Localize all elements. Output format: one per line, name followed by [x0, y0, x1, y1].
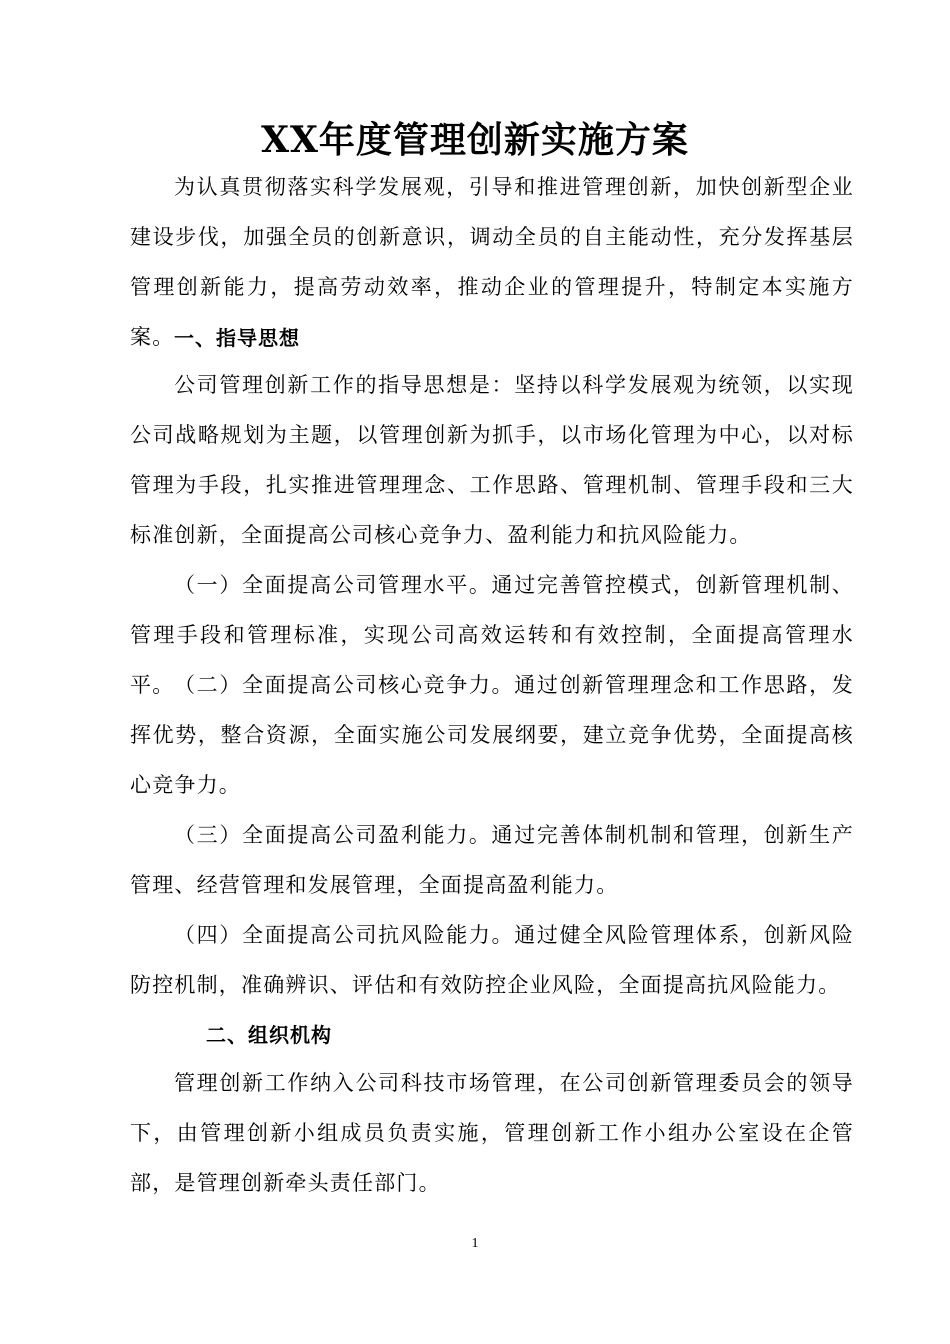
list-item: （四）全面提高公司抗风险能力。通过健全风险管理体系，创新风险防控机制，准确辨识、评估和有效防控企业风险，全面提高抗风险能力。 — [130, 923, 854, 997]
section-heading-organization: 二、组织机构 — [206, 1023, 332, 1047]
intro-paragraph: 为认真贯彻落实科学发展观，引导和推进管理创新，加快创新型企业建设步伐，加强全员的创新意识，调动全员的自主能动性，充分发挥基层管理创新能力，提高劳动效率，推动企业的管理提升，特制定本实施方案。 — [130, 175, 854, 349]
organization-paragraph: 管理创新工作纳入公司科技市场管理，在公司创新管理委员会的领导下，由管理创新小组成员负责实施，管理创新工作小组办公室设在企管部，是管理创新牵头责任部门。 — [130, 1071, 854, 1195]
guiding-ideology-paragraph: 公司管理创新工作的指导思想是：坚持以科学发展观为统领，以实现公司战略规划为主题，以管理创新为抓手，以市场化管理为中心，以对标管理为手段，扎实推进管理理念、工作思路、管理机制、管理手段和三大标准创新，全面提高公司核心竞争力、盈利能力和抗风险能力。 — [130, 373, 854, 547]
list-item: （一）全面提高公司管理水平。通过完善管控模式，创新管理机制、管理手段和管理标准，实现公司高效运转和有效控制，全面提高管理水平。 — [130, 573, 854, 697]
section-heading-guiding-ideology: 一、指导思想 — [174, 326, 300, 350]
page-number: 1 — [471, 1236, 479, 1251]
list-item: （三）全面提高公司盈利能力。通过完善体制机制和管理，创新生产管理、经营管理和发展管理，全面提高盈利能力。 — [130, 823, 854, 897]
document-title: XX年度管理创新实施方案 — [261, 119, 689, 161]
list-item: （二）全面提高公司核心竞争力。通过创新管理理念和工作思路，发挥优势，整合资源，全面实施公司发展纲要，建立竞争优势，全面提高核心竞争力。 — [130, 673, 854, 797]
